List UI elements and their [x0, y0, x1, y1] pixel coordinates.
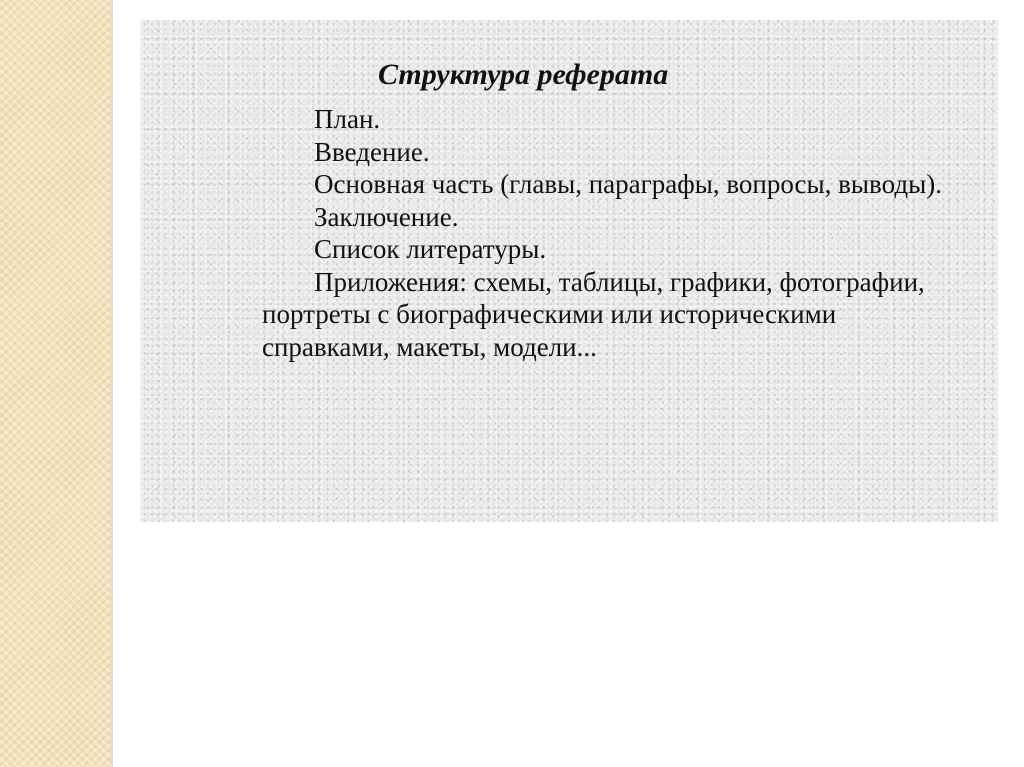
text-block [262, 55, 962, 363]
side-divider [110, 0, 113, 767]
slide-title: Структура реферата [378, 58, 669, 91]
list-item: Заключение. [314, 201, 459, 232]
list-item: Введение. [314, 136, 430, 167]
list-item: Приложения: схемы, таблицы, графики, фотографии, портреты с биографическими или историческими справками, макеты, модели... [262, 266, 925, 362]
decorative-side-stripe [0, 0, 110, 767]
list-item: Основная часть (главы, параграфы, вопросы, выводы). [314, 169, 942, 199]
list-item: Список литературы. [314, 234, 547, 264]
list-item: План. [314, 104, 381, 134]
